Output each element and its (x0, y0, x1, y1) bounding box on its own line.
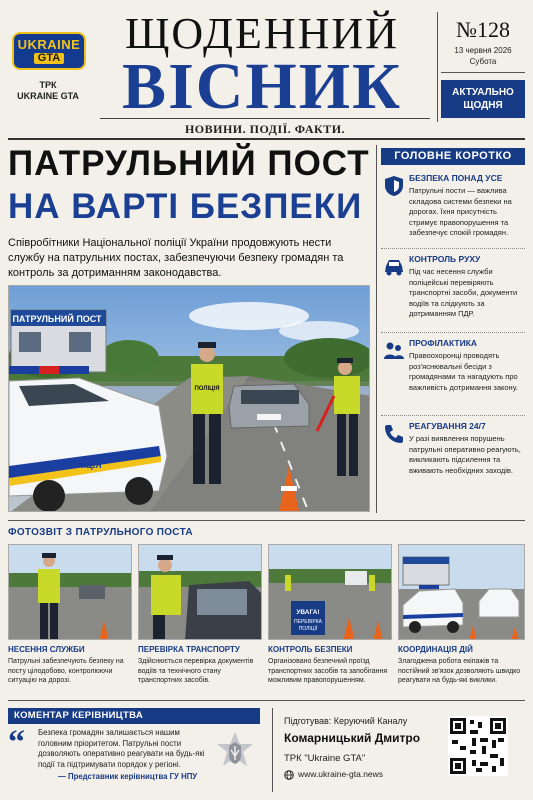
report-caption-text: Здійснюється перевірка документів водіїв та технічного стану транспортних засобів. (138, 658, 254, 684)
quote-icon: “ (8, 724, 25, 761)
footer-vertical-divider (272, 708, 273, 792)
report-caption-title: КООРДИНАЦІЯ ДІЙ (398, 645, 473, 654)
report-sign-text-line1: УВАГА! (296, 609, 320, 616)
comment-text: Безпека громадян залишається нашим головним пріоритетом. Патрульні пости дозволяють оперативно реагувати на будь-які події та підтримувати порядок у регіоні. (38, 728, 205, 769)
shield-icon (383, 175, 405, 197)
logo-badge (12, 32, 86, 70)
issue-number: №128 (456, 17, 510, 42)
report-caption-title: КОНТРОЛЬ БЕЗПЕКИ (268, 645, 353, 654)
sidebar-item-text: Правоохоронці проводять роз'яснювальні бесіди з громадянами та нагадують про важливість дотримання закону. (409, 351, 518, 392)
report-caption-text: Патрульні забезпечують безпеку на посту цілодобово, контролюючи ситуацію на дорозі. (8, 658, 124, 684)
header-divider (437, 12, 438, 122)
report-photo-1-illustration (9, 545, 132, 640)
report-caption-title: ПЕРЕВІРКА ТРАНСПОРТУ (138, 645, 240, 654)
sidebar-item-title: ПРОФІЛАКТИКА (409, 338, 478, 348)
sidebar-separator (381, 415, 525, 416)
photo-car-text: ПОЛІЦІЯ (64, 460, 102, 470)
report-photo-1 (8, 544, 132, 640)
issue-date: 13 червня 2026 (454, 46, 512, 55)
report-photo-4-illustration (399, 545, 525, 640)
sidebar-separator (381, 248, 525, 249)
website-link[interactable]: www.ukraine-gta.news (298, 769, 384, 779)
footer-divider (8, 700, 525, 701)
masthead-divider (100, 118, 430, 119)
report-caption-2 (138, 644, 262, 686)
globe-icon (284, 770, 294, 780)
report-caption-4 (398, 644, 522, 686)
report-title: ФОТОЗВІТ З ПАТРУЛЬНОГО ПОСТА (8, 527, 193, 538)
masthead-line2: ВІСНИК (122, 50, 402, 123)
report-caption-title: НЕСЕННЯ СЛУЖБИ (8, 645, 85, 654)
main-photo (8, 285, 370, 512)
sidebar-item-title: БЕЗПЕКА ПОНАД УСЕ (409, 173, 503, 183)
headline-line2: НА ВАРТІ БЕЗПЕКИ (8, 187, 363, 226)
sidebar-item-title: РЕАГУВАННЯ 24/7 (409, 421, 486, 431)
report-divider (8, 520, 525, 521)
headline-line1: ПАТРУЛЬНИЙ ПОСТ (8, 144, 370, 183)
report-photo-2 (138, 544, 262, 640)
report-caption-3 (268, 644, 392, 686)
channel-logo (8, 30, 88, 101)
main-photo-illustration (9, 286, 370, 512)
sidebar-item-text: У разі виявлення порушень патрульні оперативно реагують, викликають підсилення та вживають необхідних заходів. (409, 434, 521, 475)
report-sign-text-line2: ПЕРЕВІРКА (294, 619, 322, 625)
daily-badge: АКТУАЛЬНО ЩОДНЯ (441, 80, 525, 118)
report-photo-4 (398, 544, 525, 640)
sidebar-item-response (381, 421, 525, 493)
sidebar-item-safety (381, 173, 525, 245)
report-caption-text: Злагоджена робота екіпажів та постійний зв'язок дозволяють швидко реагувати на будь-які виклики. (398, 658, 521, 684)
report-photo-3 (268, 544, 392, 640)
sidebar-item-prevention (381, 338, 525, 410)
phone-icon (383, 423, 405, 445)
report-caption-text: Організовано безпечний проїзд транспортних засобів та запобігання можливим правопорушенням. (268, 658, 388, 684)
logo-top-text: UKRAINE (17, 37, 81, 52)
report-sign-text-line3: ПОЛІЦІЇ (298, 626, 318, 632)
report-caption-1 (8, 644, 132, 686)
prepared-by-label: Підготував: Керуючий Каналу (284, 716, 408, 726)
sidebar-item-traffic (381, 254, 525, 326)
sidebar-item-text: Під час несення служби поліцейські перевіряють транспортні засоби, документи водіїв та слідкують за дотриманням ПДР. (409, 267, 518, 318)
organization-name: ТРК "Ukraine GTA" (284, 753, 366, 764)
issue-day: Субота (469, 57, 497, 66)
masthead-line1: ЩОДЕННИЙ (125, 9, 399, 58)
qr-code-icon (448, 716, 508, 776)
sidebar-title: ГОЛОВНЕ КОРОТКО (381, 148, 525, 165)
logo-bottom-text: GTA (34, 53, 64, 64)
issue-divider (441, 72, 525, 73)
sidebar-item-text: Патрульні пости — важлива складова системи безпеки на дорогах. Їхня присутність стримує правопорушення та забезпечує спокій громадян. (409, 186, 512, 237)
vest-text: ПОЛІЦІЯ (194, 386, 220, 392)
photo-sign-text: ПАТРУЛЬНИЙ ПОСТ (12, 314, 102, 324)
sidebar-divider (376, 145, 377, 513)
report-photo-2-illustration (139, 545, 262, 640)
people-icon (383, 340, 405, 362)
car-icon (383, 256, 405, 278)
logo-caption: ТРК UKRAINE GTA (17, 80, 79, 101)
header-bottom-rule (8, 138, 525, 140)
tagline: НОВИНИ. ПОДІЇ. ФАКТИ. (184, 122, 346, 136)
comment-signature: — Представник керівництва ГУ НПУ (58, 772, 198, 781)
police-emblem-icon (213, 730, 257, 778)
lead-paragraph: Співробітники Національної поліції України продовжують нести службу на патрульних постах, забезпечуючи безпеку громадян та контроль за дотриманням законодавства. (8, 237, 344, 279)
sidebar-separator (381, 332, 525, 333)
report-photo-3-illustration (269, 545, 392, 640)
prepared-by-name: Комарницький Дмитро (284, 731, 421, 745)
comment-title: КОМЕНТАР КЕРІВНИЦТВА (8, 708, 260, 724)
sidebar-item-title: КОНТРОЛЬ РУХУ (409, 254, 481, 264)
